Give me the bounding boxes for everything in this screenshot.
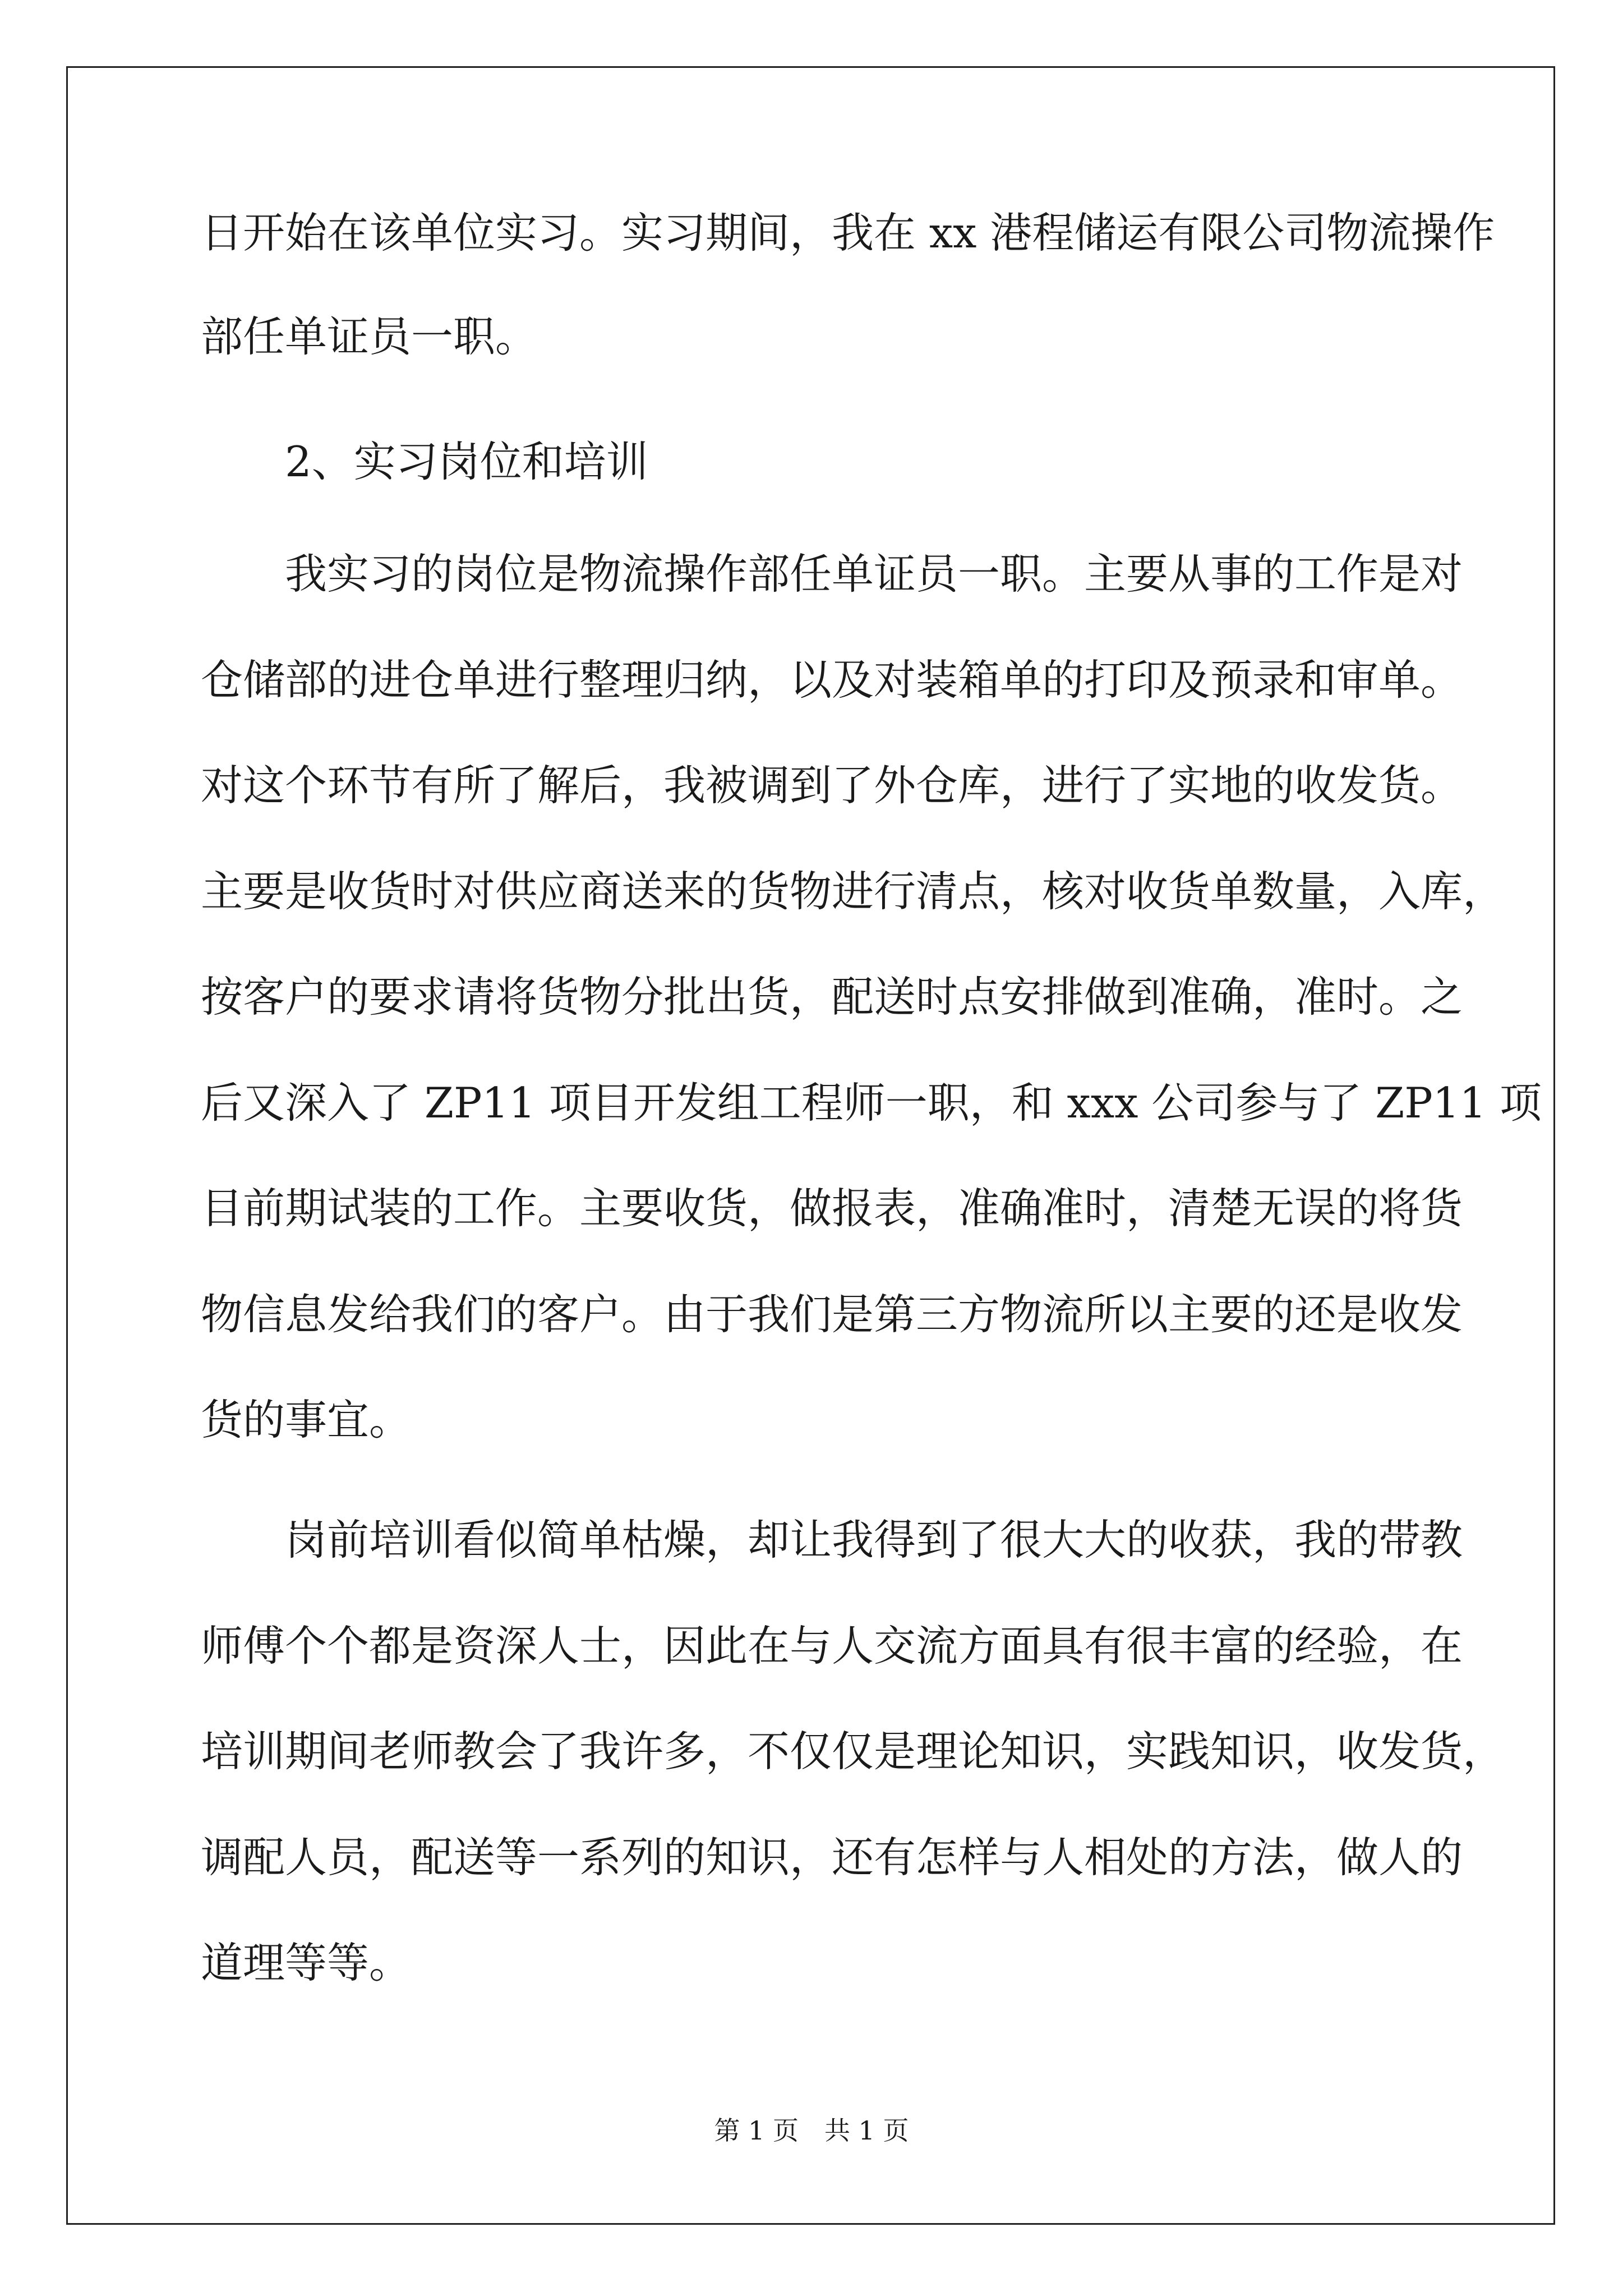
section-heading: 2、实习岗位和培训 — [285, 437, 648, 486]
text-line: 日开始在该单位实习。实习期间，我在 xx 港程储运有限公司物流操作 — [201, 208, 1495, 257]
text-line: 目前期试装的工作。主要收货，做报表，准确准时，清楚无误的将货 — [201, 1184, 1463, 1233]
text-line: 货的事宜。 — [201, 1395, 412, 1444]
text-line: 道理等等。 — [201, 1938, 412, 1987]
text-line: 物信息发给我们的客户。由于我们是第三方物流所以主要的还是收发 — [201, 1290, 1463, 1339]
text-line: 师傅个个都是资深人士，因此在与人交流方面具有很丰富的经验，在 — [201, 1621, 1463, 1671]
text-line: 我实习的岗位是物流操作部任单证员一职。主要从事的工作是对 — [285, 549, 1463, 599]
text-line: 按客户的要求请将货物分批出货，配送时点安排做到准确，准时。之 — [201, 972, 1463, 1022]
text-line: 部任单证员一职。 — [201, 312, 538, 361]
text-line: 培训期间老师教会了我许多，不仅仅是理论知识，实践知识，收发货， — [201, 1727, 1505, 1776]
text-line: 主要是收货时对供应商送来的货物进行清点，核对收货单数量，入库， — [201, 867, 1505, 916]
text-line: 仓储部的进仓单进行整理归纳，以及对装箱单的打印及预录和审单。 — [201, 655, 1463, 705]
text-line: 岗前培训看似简单枯燥，却让我得到了很大大的收获，我的带教 — [285, 1515, 1463, 1565]
text-line: 对这个环节有所了解后，我被调到了外仓库，进行了实地的收发货。 — [201, 761, 1463, 810]
page-footer: 第 1 页 共 1 页 — [714, 2115, 909, 2146]
text-line: 后又深入了 ZP11 项目开发组工程师一职，和 xxx 公司参与了 ZP11 项 — [201, 1078, 1542, 1128]
text-line: 调配人员，配送等一系列的知识，还有怎样与人相处的方法，做人的 — [201, 1833, 1463, 1882]
page-border — [66, 66, 1555, 2225]
